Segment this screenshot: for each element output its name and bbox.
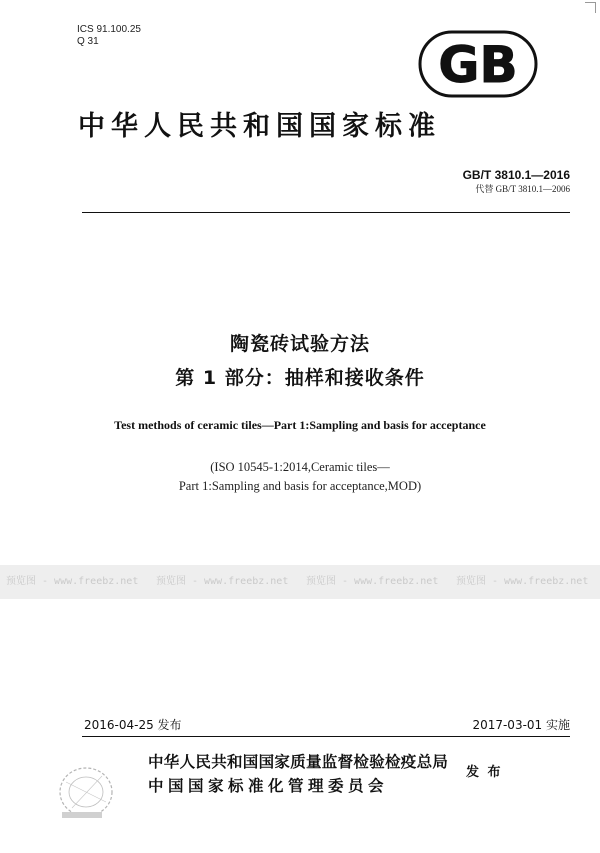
issuer-sac: 中国国家标准化管理委员会 xyxy=(148,777,389,795)
chinese-title-line2: 第 1 部分：抽样和接收条件 xyxy=(175,367,425,389)
ccs-code: Q 31 xyxy=(77,36,99,47)
iso-reference xyxy=(0,458,600,496)
issuer-aqsiq: 中华人民共和国国家质量监督检验检疫总局 xyxy=(148,753,449,771)
gb-logo-icon xyxy=(418,30,538,98)
national-standard-title: 中华人民共和国国家标准 xyxy=(78,111,441,142)
ics-code: ICS 91.100.25 xyxy=(77,24,141,35)
issuing-organizations xyxy=(148,752,448,796)
replaces-standard: 代替 GB/T 3810.1—2006 xyxy=(475,184,570,194)
gb-logo-text: GB xyxy=(438,36,518,94)
seal-stamp-icon xyxy=(52,752,122,828)
watermark-text: 预览图 - www.freebz.net xyxy=(456,576,589,587)
watermark-text: 预览图 - www.freebz.net xyxy=(306,576,439,587)
chinese-title-line1: 陶瓷砖试验方法 xyxy=(229,333,370,355)
standard-number: GB/T 3810.1—2016 xyxy=(462,168,570,182)
publish-label: 发 布 xyxy=(466,765,503,780)
iso-reference-line1: (ISO 10545-1:2014,Ceramic tiles— xyxy=(210,460,390,474)
watermark-text: 预览图 - www.freebz.net xyxy=(6,576,139,587)
implementation-date: 2017-03-01 实施 xyxy=(472,718,570,732)
classification-codes xyxy=(77,24,141,48)
iso-reference-line2: Part 1:Sampling and basis for acceptance,MOD) xyxy=(178,479,422,493)
bottom-divider xyxy=(82,736,570,737)
english-title: Test methods of ceramic tiles—Part 1:Sampling and basis for acceptance xyxy=(114,418,486,432)
issue-date: 2016-04-25 发布 xyxy=(84,718,182,732)
watermark-text: 预览图 - www.freebz.net xyxy=(156,576,289,587)
watermark-band xyxy=(0,565,600,599)
standard-number-block xyxy=(463,168,570,195)
top-divider xyxy=(82,212,570,213)
chinese-title xyxy=(0,330,600,392)
page-corner-mark xyxy=(585,2,596,13)
